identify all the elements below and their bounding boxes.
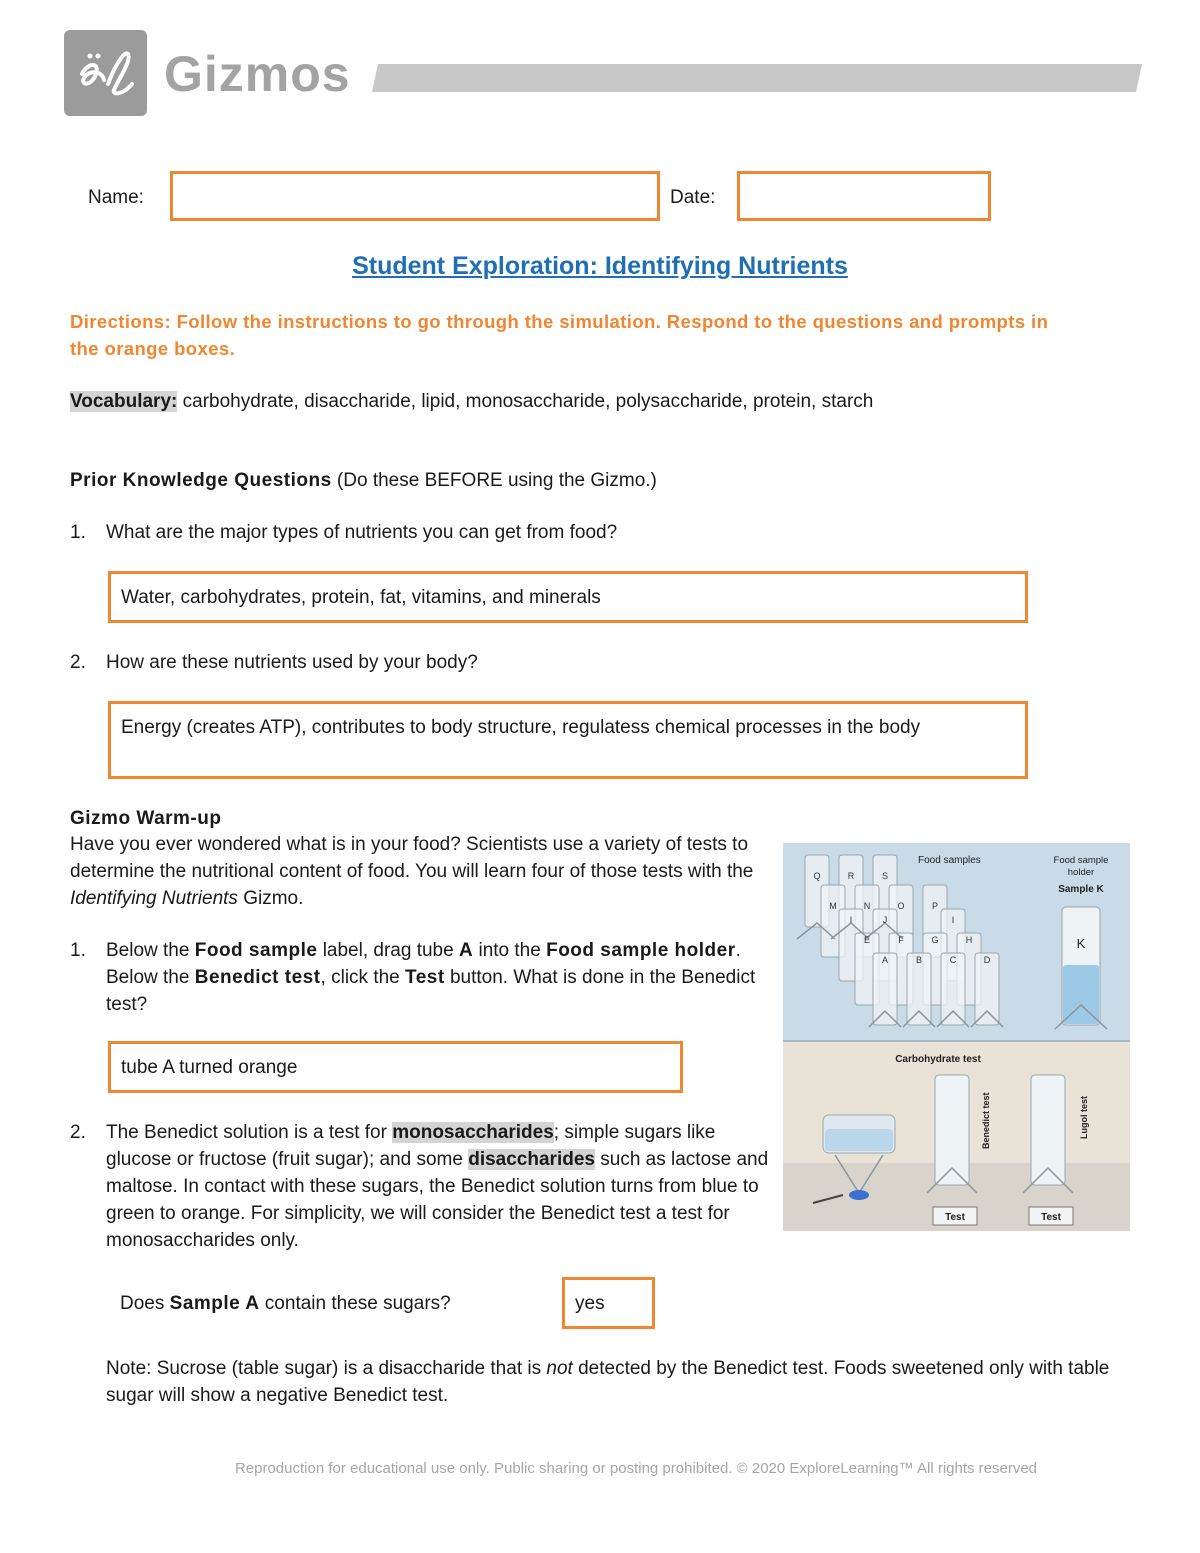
name-field[interactable]	[170, 171, 660, 221]
q1-part: , click the	[320, 967, 406, 988]
holder-label-1: Food sample	[1053, 855, 1109, 866]
holder-label-2: holder	[1067, 867, 1095, 878]
tube-label-i2: I	[951, 915, 955, 925]
tube-label-b: B	[915, 955, 923, 965]
tube-label-a: A	[881, 955, 889, 965]
tube-label-g: G	[931, 935, 939, 945]
warmup-q1-text	[106, 937, 771, 1018]
warmup-heading	[70, 805, 221, 832]
q1-bold-holder: Food sample holder	[546, 940, 736, 961]
lugol-test-button-label: Test	[1041, 1212, 1061, 1223]
tube-label-c: C	[949, 955, 957, 965]
prior-knowledge-note: (Do these BEFORE using the Gizmo.)	[331, 470, 657, 491]
q1-bold-tube: A	[458, 940, 474, 961]
food-samples-label: Food samples	[918, 855, 981, 866]
q1-part: Below the	[106, 940, 195, 961]
warmup-intro-italic: Identifying Nutrients	[70, 888, 238, 909]
benedict-test-label: Benedict test	[981, 1092, 991, 1149]
gizmo-simulation-image	[783, 843, 1130, 1231]
tube-label-p: P	[931, 901, 939, 911]
q2-part-2: ; simple sugars like glucose or fructose (fruit sugar); and some	[106, 1122, 716, 1170]
pk-question-2-text: How are these nutrients used by your body?	[106, 652, 478, 673]
warmup-intro-text-2: Gizmo.	[237, 888, 304, 909]
pk-answer-1: Water, carbohydrates, protein, fat, vitamins, and minerals	[121, 587, 601, 608]
lugol-test-label: Lugol test	[1079, 1096, 1089, 1139]
q2-part-3: such as lactose and maltose. In contact with these sugars, the Benedict solution turns from blue to green to orange. For simplicity, we will consider the Benedict test a test for monosaccharides only.	[106, 1149, 769, 1251]
tube-label-m: M	[829, 901, 837, 911]
sample-a-prompt	[120, 1290, 451, 1317]
q1-bold-benedict: Benedict test	[194, 967, 321, 988]
prior-knowledge-title: Prior Knowledge Questions	[70, 470, 332, 491]
el-script-logo-icon	[74, 44, 138, 104]
date-value	[740, 174, 760, 195]
vocabulary-line	[70, 388, 1130, 415]
pk-question-1-text: What are the major types of nutrients you can get from food?	[106, 522, 618, 543]
tube-label-s: S	[881, 871, 889, 881]
sucrose-note	[106, 1355, 1116, 1409]
q1-bold-test: Test	[405, 967, 445, 988]
carb-test-label: Carbohydrate test	[895, 1054, 981, 1065]
tube-label-r: R	[847, 871, 855, 881]
q1-bold-food-sample: Food sample	[194, 940, 318, 961]
pk-question-2-number: 2.	[70, 652, 86, 673]
tube-label-q: Q	[813, 871, 821, 881]
date-label: Date:	[670, 187, 716, 208]
directions-text: Directions: Follow the instructions to go through the simulation. Respond to the questions and prompts in the orange boxes.	[70, 311, 1049, 359]
name-label: Name:	[88, 187, 144, 208]
prior-knowledge-heading	[70, 467, 1130, 494]
page-title: Student Exploration: Identifying Nutrients	[352, 252, 848, 280]
tube-label-j: J	[882, 915, 888, 925]
gizmos-logo	[64, 30, 147, 116]
q1-part: label, drag tube	[317, 940, 459, 961]
q1-part: into the	[473, 940, 547, 961]
tube-label-n: N	[863, 901, 871, 911]
q1-part: button. What is done in the Benedict test?	[106, 967, 756, 1015]
tube-label-h: H	[965, 935, 973, 945]
warmup-answer-1-box[interactable]	[108, 1041, 683, 1093]
tube-label-i: I	[849, 915, 853, 925]
q2-part-1: The Benedict solution is a test for	[106, 1122, 393, 1143]
tube-label-o: O	[897, 901, 905, 911]
warmup-q2-text	[106, 1119, 771, 1254]
prompt-part-1: Does	[120, 1293, 170, 1314]
pk-answer-2-box[interactable]	[108, 701, 1028, 779]
date-field[interactable]	[737, 171, 991, 221]
pk-question-1-number: 1.	[70, 522, 86, 543]
note-part-1: Note: Sucrose (table sugar) is a disaccharide that is	[106, 1358, 547, 1379]
name-value	[173, 174, 193, 195]
q2-term-disaccharides: disaccharides	[468, 1149, 595, 1170]
note-part-2: detected by the Benedict test. Foods sweetened only with table sugar will show a negative Benedict test.	[106, 1358, 1110, 1406]
q1-part: . Below the	[106, 940, 741, 988]
warmup-intro	[70, 831, 770, 912]
holder-tube-label: K	[1076, 936, 1086, 951]
pk-answer-2: Energy (creates ATP), contributes to body structure, regulatess chemical processes in the body	[121, 717, 921, 738]
tube-label-e: E	[863, 935, 871, 945]
prompt-part-2: contain these sugars?	[259, 1293, 451, 1314]
vocabulary-terms: carbohydrate, disaccharide, lipid, monosaccharide, polysaccharide, protein, starch	[177, 391, 874, 412]
note-italic: not	[546, 1358, 573, 1379]
prompt-sample-a: Sample A	[169, 1293, 260, 1314]
warmup-title: Gizmo Warm-up	[70, 808, 222, 829]
warmup-q1-number: 1.	[70, 940, 86, 961]
vocabulary-label: Vocabulary:	[70, 391, 178, 412]
benedict-test-button-label: Test	[945, 1212, 965, 1223]
warmup-q2-number: 2.	[70, 1122, 86, 1143]
sample-a-answer: yes	[575, 1293, 605, 1314]
warmup-answer-1: tube A turned orange	[121, 1057, 298, 1078]
brand-name: Gizmos	[164, 46, 351, 102]
q2-term-monosaccharides: monosaccharides	[392, 1122, 554, 1143]
warmup-intro-text-1: Have you ever wondered what is in your food? Scientists use a variety of tests to determine the nutritional content of food. You will learn four of those tests with the	[70, 834, 754, 882]
tube-label-f: F	[898, 935, 904, 945]
sample-a-answer-box[interactable]	[562, 1277, 655, 1329]
tube-label-d: D	[983, 955, 991, 965]
pk-answer-1-box[interactable]	[108, 571, 1028, 623]
header-bar	[372, 64, 1142, 92]
sample-k-label: Sample K	[1058, 884, 1104, 895]
footer-copyright: Reproduction for educational use only. Public sharing or posting prohibited. © 2020 ExploreLearning™ All rights reserved	[234, 1460, 1038, 1477]
